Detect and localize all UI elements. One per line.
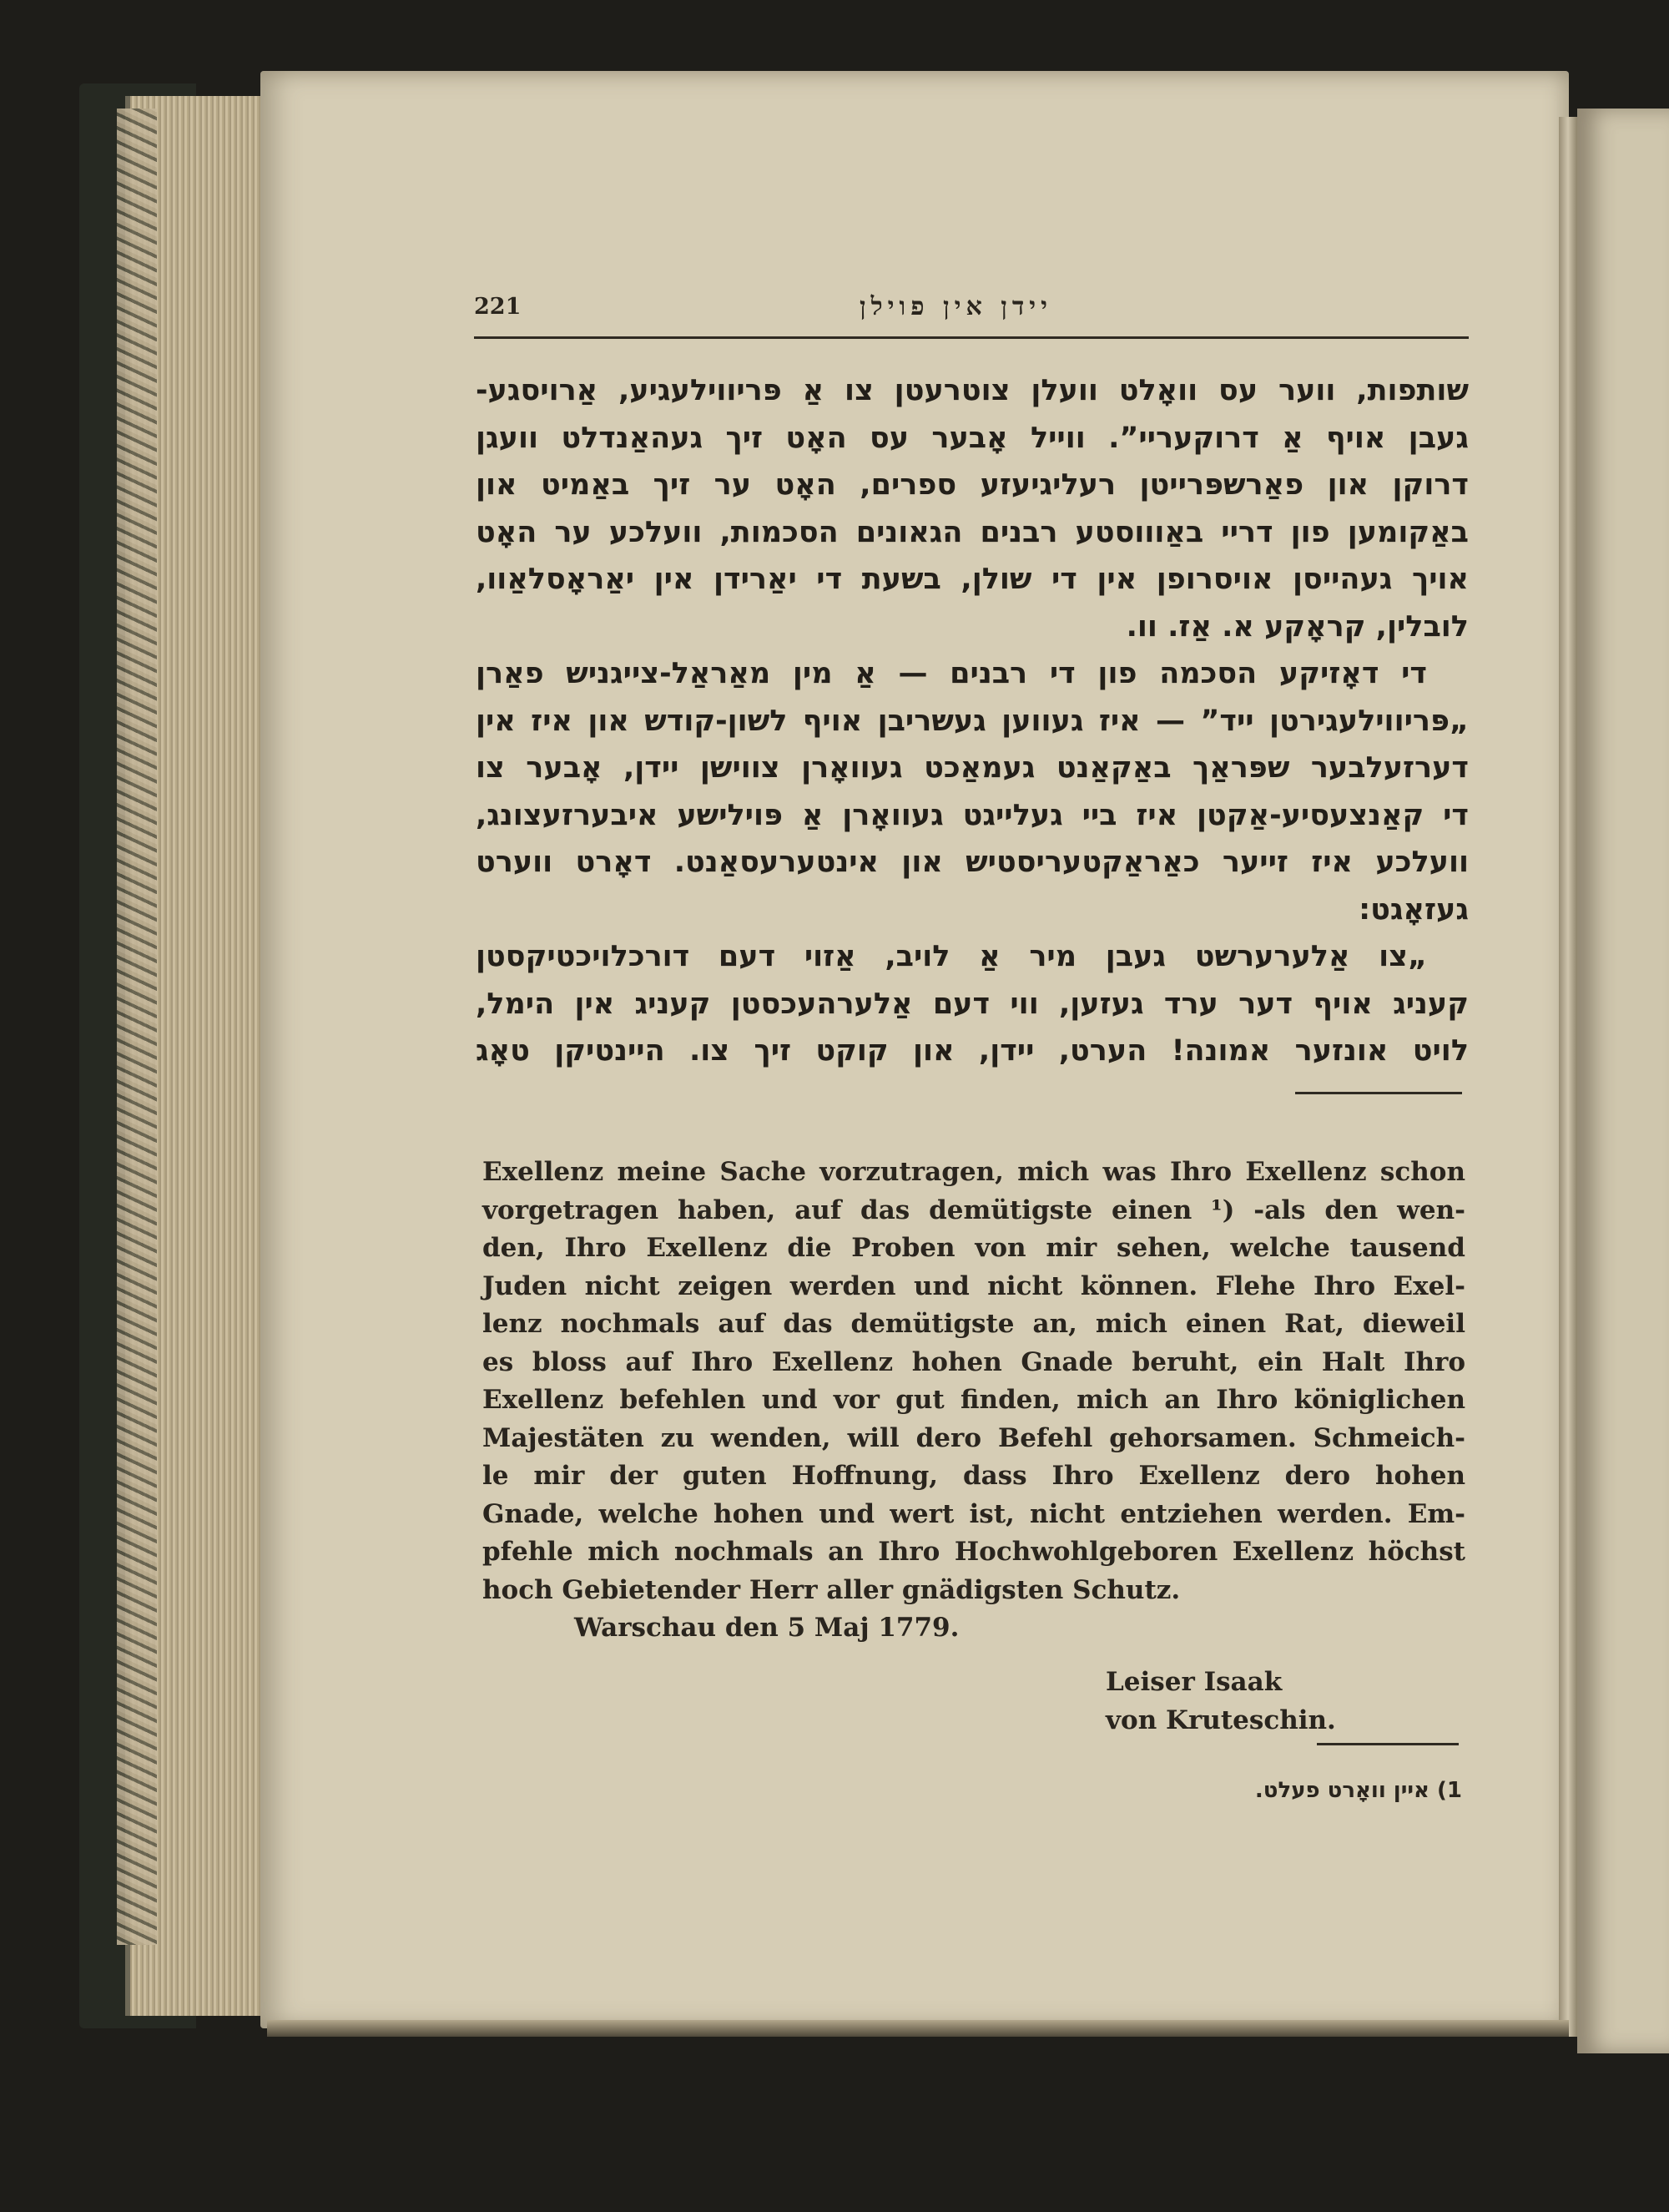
footnote: 1) איין וואָרט פעלט. [1254,1778,1462,1803]
text-line: די דאָזיקע הסכמה פון די רבנים — אַ מין מאַראַל-צייגניש פאַרן [476,657,1427,690]
text-line: pfehle mich nochmals an Ihro Hochwohlgeboren Exellenz höchst [482,1537,1465,1567]
german-text [482,1154,1465,1609]
text-line: דרוקן און פאַרשפּרייטן רעליגיעזע ספרים, האָט ער זיך באַמיט און [476,468,1469,502]
text-line: געזאָגט: [1359,892,1469,927]
text-line: es bloss auf Ihro Exellenz hohen Gnade beruht, ein Halt Ihro [482,1346,1465,1377]
yiddish-text [476,367,1469,1075]
yiddish-paragraph-2 [476,650,1469,933]
gutter [1559,117,1577,2037]
text-line: „פּריווילעגירטן ייד” — איז געווען געשריבן אויף לשון-קודש און איז אין [476,704,1469,738]
text-line: Exellenz meine Sache vorzutragen, mich was Ihro Exellenz schon [482,1157,1465,1187]
text-line: Juden nicht zeigen werden und nicht können. Flehe Ihro Exel- [482,1270,1465,1301]
bottom-edge [267,2020,1569,2037]
text-line: קעניג אויף דער ערד געזען, ווי דעם אַלערהעכסטן קעניג אין הימל, [476,987,1469,1021]
text-line: den, Ihro Exellenz die Proben von mir sehen, welche tausend [482,1233,1465,1263]
text-line: באַקומען פון דריי באַוווסטע רבנים הגאונים הסכמות, וועלכע ער האָט [476,515,1469,549]
text-line: וועלכע איז זייער כאַראַקטעריסטיש און אינטערעסאַנט. דאָרט ווערט [476,846,1469,879]
text-line: דערזעלבער שפּראַך באַקאַנט געמאַכט געוואָרן צווישן יידן, אָבער צו [476,751,1469,785]
text-line: Gnade, welche hohen und wert ist, nicht entziehen werden. Em- [482,1498,1465,1529]
text-line: vorgetragen haben, auf das demütigste einen ¹) -als den wen- [482,1194,1465,1225]
yiddish-paragraph-3 [476,933,1469,1075]
facing-page [1577,109,1669,2053]
text-line: Exellenz befehlen und vor gut finden, mich an Ihro königlichen [482,1385,1465,1415]
text-line: אויך געהייסן אויסרופן אין די שולן, בשעת די יאַרידן אין יאַראָסלאַוו, [476,563,1469,596]
yiddish-paragraph-1 [476,367,1469,650]
text-line: לויט אונזער אמונה! הערט, יידן, און קוקט זיך צו. היינטיקן טאָג [476,1034,1469,1068]
page-number: 221 [474,294,522,320]
text-line: שותפות, ווער עס וואָלט וועלן צוטרעטן צו אַ פּריווילעגיע, אַרויסגע- [476,374,1469,407]
place-date: Warschau den 5 Maj 1779. [574,1613,960,1643]
text-line: געבן אויף אַ דרוקעריי”. ווייל אָבער עס האָט זיך געהאַנדלט וועגן [476,421,1469,455]
spine-pattern [117,109,157,1945]
text-line: le mir der guten Hoffnung, dass Ihro Exellenz dero hohen [482,1461,1465,1491]
signature [1106,1663,1336,1740]
text-line: לובלין, קראָקע א. אַז. וו. [1126,609,1469,644]
section-divider [1295,1092,1462,1094]
text-line: די קאַנצעסיע-אַקטן איז ביי געלייגט געוואָרן אַ פּוילישע איבערזעצונג, [476,798,1469,832]
footnote-rule [1317,1743,1459,1745]
text-line: „צו אַלערערשט געבן מיר אַ לויב, אַזוי דעם דורכלויכטיקסטן [476,940,1427,973]
text-line: hoch Gebietender Herr aller gnädigsten Schutz. [482,1574,1181,1605]
text-line: lenz nochmals auf das demütigste an, mich einen Rat, dieweil [482,1309,1465,1339]
header-rule [474,336,1469,339]
running-head: יידן אין פוילן [860,292,1053,321]
signature-name: Leiser Isaak [1106,1667,1283,1697]
text-line: Majestäten zu wenden, will dero Befehl gehorsamen. Schmeich- [482,1422,1465,1453]
signature-place: von Kruteschin. [1106,1705,1336,1735]
